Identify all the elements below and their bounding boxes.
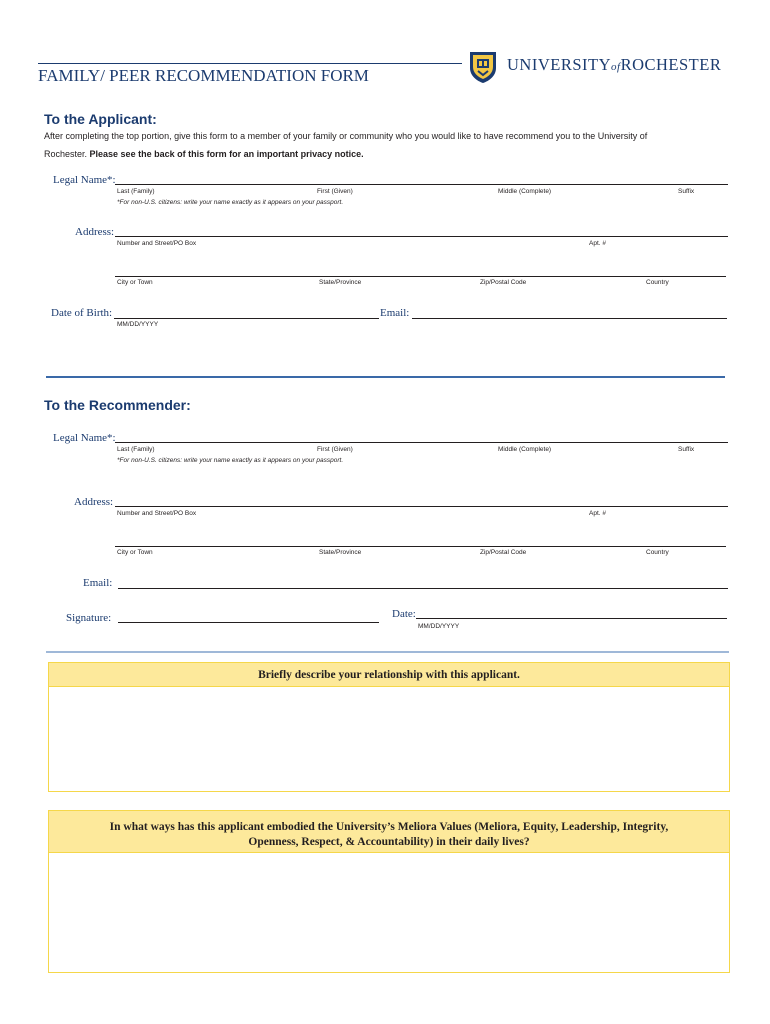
applicant-street-caption: Number and Street/PO Box — [117, 240, 197, 247]
meliora-values-answer-area[interactable] — [49, 853, 729, 1014]
applicant-email-label: Email: — [380, 307, 410, 319]
university-wordmark: UNIVERSITYofROCHESTER — [507, 55, 722, 74]
recommender-name-middle-caption: Middle (Complete) — [498, 446, 552, 453]
applicant-city-caption: City or Town — [117, 279, 153, 286]
applicant-intro-line1: After completing the top portion, give this form to a member of your family or community who you would like to have recommend you to the University of — [44, 131, 648, 141]
applicant-legal-name-label: Legal Name*: — [53, 174, 116, 186]
recommender-email-label: Email: — [83, 577, 113, 589]
applicant-name-last-caption: Last (Family) — [117, 188, 155, 195]
recommender-name-suffix-caption: Suffix — [678, 446, 695, 453]
applicant-dob-hint: MM/DD/YYYY — [117, 321, 159, 328]
meliora-values-box — [48, 810, 730, 973]
date-hint: MM/DD/YYYY — [418, 623, 460, 630]
recommender-apt-caption: Apt. # — [589, 510, 606, 517]
applicant-name-middle-caption: Middle (Complete) — [498, 188, 552, 195]
applicant-state-caption: State/Province — [319, 279, 362, 286]
recommender-heading: To the Recommender: — [44, 397, 191, 413]
applicant-dob-label: Date of Birth: — [51, 307, 113, 319]
recommender-email-field[interactable] — [118, 588, 728, 589]
recommender-zip-caption: Zip/Postal Code — [480, 549, 527, 556]
applicant-heading: To the Applicant: — [44, 111, 157, 127]
header-rule — [38, 63, 462, 64]
applicant-city-field[interactable] — [115, 276, 726, 277]
recommender-street-field[interactable] — [115, 506, 728, 507]
signature-field[interactable] — [118, 622, 379, 623]
relationship-box — [48, 662, 730, 792]
applicant-address-label: Address: — [75, 226, 115, 238]
applicant-email-field[interactable] — [412, 318, 727, 319]
recommender-passport-note: *For non-U.S. citizens: write your name exactly as it appears on your passport. — [117, 457, 344, 464]
university-seal-logo — [468, 50, 498, 84]
recommender-legal-name-field[interactable] — [115, 442, 728, 443]
applicant-dob-field[interactable] — [114, 318, 379, 319]
applicant-legal-name-field[interactable] — [115, 184, 728, 185]
applicant-apt-caption: Apt. # — [589, 240, 606, 247]
recommender-name-last-caption: Last (Family) — [117, 446, 155, 453]
date-field[interactable] — [416, 618, 727, 619]
applicant-intro-line2: Rochester. Please see the back of this form for an important privacy notice. — [44, 149, 364, 159]
recommender-name-first-caption: First (Given) — [317, 446, 353, 453]
section-divider-2 — [46, 651, 729, 653]
recommender-country-caption: Country — [646, 549, 669, 556]
signature-label: Signature: — [66, 612, 112, 624]
recommender-legal-name-label: Legal Name*: — [53, 432, 116, 444]
applicant-street-field[interactable] — [115, 236, 728, 237]
recommender-street-caption: Number and Street/PO Box — [117, 510, 197, 517]
relationship-question: Briefly describe your relationship with this applicant. — [49, 663, 729, 687]
recommender-state-caption: State/Province — [319, 549, 362, 556]
applicant-country-caption: Country — [646, 279, 669, 286]
applicant-zip-caption: Zip/Postal Code — [480, 279, 527, 286]
recommender-address-label: Address: — [74, 496, 114, 508]
meliora-values-question: In what ways has this applicant embodied the University’s Meliora Values (Meliora, Equity, Leadership, Integrity, Openness, Respect, & Accountability) in their daily lives? — [49, 811, 729, 853]
section-divider — [46, 376, 725, 378]
recommender-city-caption: City or Town — [117, 549, 153, 556]
recommender-city-field[interactable] — [115, 546, 726, 547]
form-title: FAMILY/ PEER RECOMMENDATION FORM — [38, 66, 369, 85]
date-label: Date: — [392, 608, 416, 620]
relationship-answer-area[interactable] — [49, 687, 729, 815]
applicant-name-suffix-caption: Suffix — [678, 188, 695, 195]
applicant-passport-note: *For non-U.S. citizens: write your name exactly as it appears on your passport. — [117, 199, 344, 206]
applicant-name-first-caption: First (Given) — [317, 188, 353, 195]
